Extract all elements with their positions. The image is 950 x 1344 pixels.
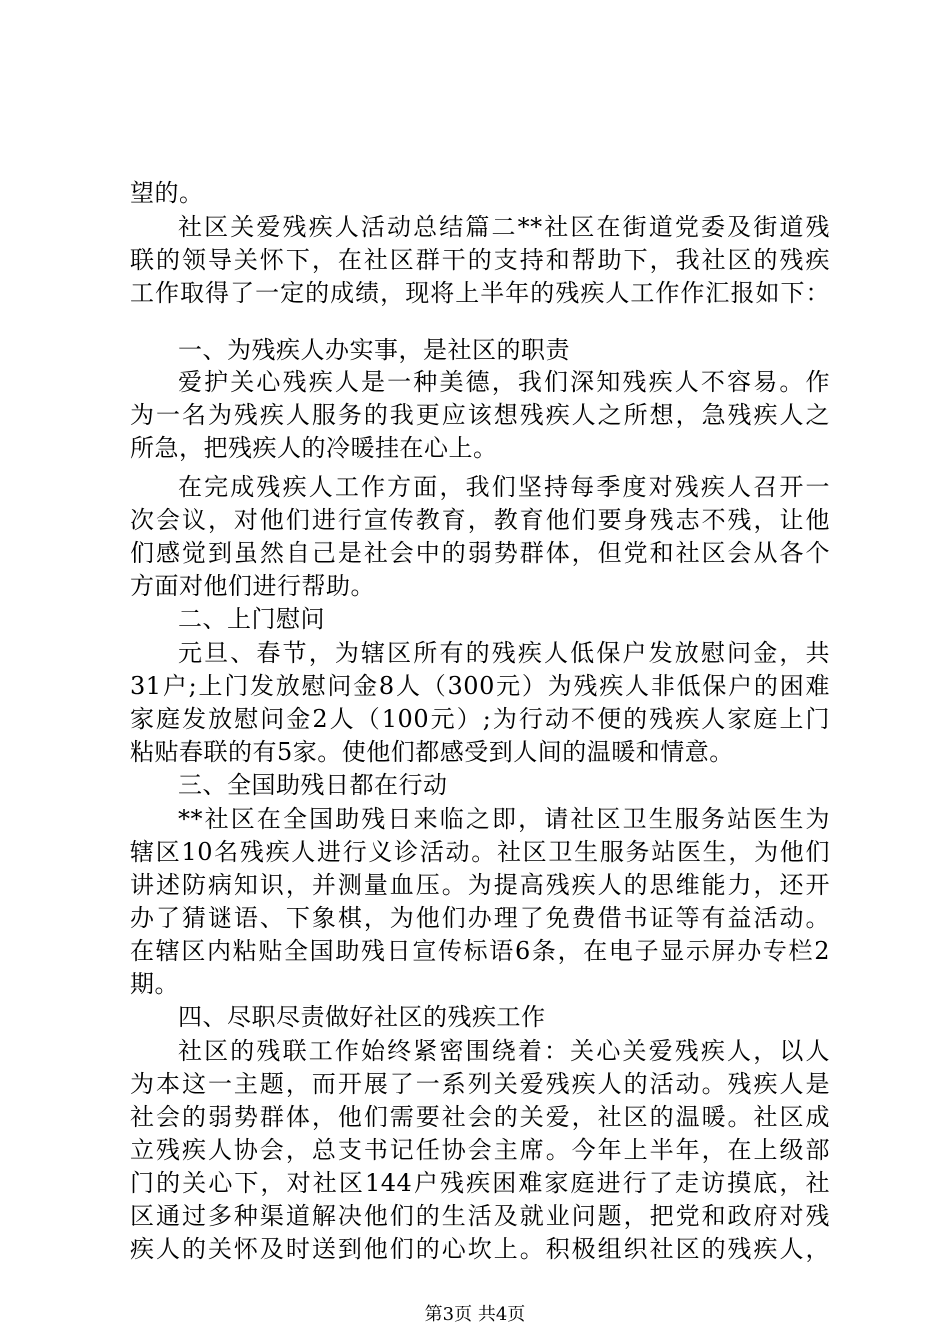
text-line: 社区关爱残疾人活动总结篇二**社区在街道党委及街道残 — [178, 213, 830, 241]
text-line: 在完成残疾人工作方面，我们坚持每季度对残疾人召开一 — [178, 473, 830, 501]
text-line: 门的关心下，对社区144户残疾困难家庭进行了走访摸底，社 — [130, 1169, 830, 1197]
text-line: 立残疾人协会，总支书记任协会主席。今年上半年，在上级部 — [130, 1136, 830, 1164]
text-line: 工作取得了一定的成绩，现将上半年的残疾人工作作汇报如下： — [130, 279, 830, 307]
text-line: 方面对他们进行帮助。 — [130, 572, 375, 600]
text-line: 望的。 — [130, 179, 204, 207]
text-line: 社区的残联工作始终紧密围绕着：关心关爱残疾人，以人 — [178, 1037, 830, 1065]
section-heading: 一、为残疾人办实事，是社区的职责 — [178, 336, 570, 364]
section-heading: 二、上门慰问 — [178, 605, 325, 633]
text-line: 家庭发放慰问金2人（100元）;为行动不便的残疾人家庭上门 — [130, 705, 830, 733]
text-line: 社会的弱势群体，他们需要社会的关爱，社区的温暖。社区成 — [130, 1103, 830, 1131]
text-line: **社区在全国助残日来临之即，请社区卫生服务站医生为 — [178, 805, 830, 833]
text-line: 办了猜谜语、下象棋，为他们办理了免费借书证等有益活动。 — [130, 904, 830, 932]
text-line: 们感觉到虽然自己是社会中的弱势群体，但党和社区会从各个 — [130, 539, 830, 567]
text-line: 联的领导关怀下，在社区群干的支持和帮助下，我社区的残疾 — [130, 246, 830, 274]
text-line: 辖区10名残疾人进行义诊活动。社区卫生服务站医生，为他们 — [130, 838, 830, 866]
text-line: 疾人的关怀及时送到他们的心坎上。积极组织社区的残疾人， — [130, 1235, 830, 1263]
text-line: 爱护关心残疾人是一种美德，我们深知残疾人不容易。作 — [178, 368, 830, 396]
text-line: 区通过多种渠道解决他们的生活及就业问题，把党和政府对残 — [130, 1202, 830, 1230]
text-line: 元旦、春节，为辖区所有的残疾人低保户发放慰问金，共 — [178, 639, 830, 667]
text-line: 期。 — [130, 970, 179, 998]
text-line: 为本这一主题，而开展了一系列关爱残疾人的活动。残疾人是 — [130, 1070, 830, 1098]
text-line: 为一名为残疾人服务的我更应该想残疾人之所想，急残疾人之 — [130, 401, 830, 429]
text-line: 在辖区内粘贴全国助残日宣传标语6条，在电子显示屏办专栏2 — [130, 937, 830, 965]
section-heading: 四、尽职尽责做好社区的残疾工作 — [178, 1003, 546, 1031]
text-line: 次会议，对他们进行宣传教育，教育他们要身残志不残，让他 — [130, 506, 830, 534]
text-line: 所急，把残疾人的冷暖挂在心上。 — [130, 434, 498, 462]
text-line: 粘贴春联的有5家。使他们都感受到人间的温暖和情意。 — [130, 738, 734, 766]
page-footer: 第3页 共4页 — [424, 1304, 526, 1325]
text-line: 31户;上门发放慰问金8人（300元）为残疾人非低保户的困难 — [130, 672, 830, 700]
section-heading: 三、全国助残日都在行动 — [178, 771, 448, 799]
text-line: 讲述防病知识，并测量血压。为提高残疾人的思维能力，还开 — [130, 871, 830, 899]
